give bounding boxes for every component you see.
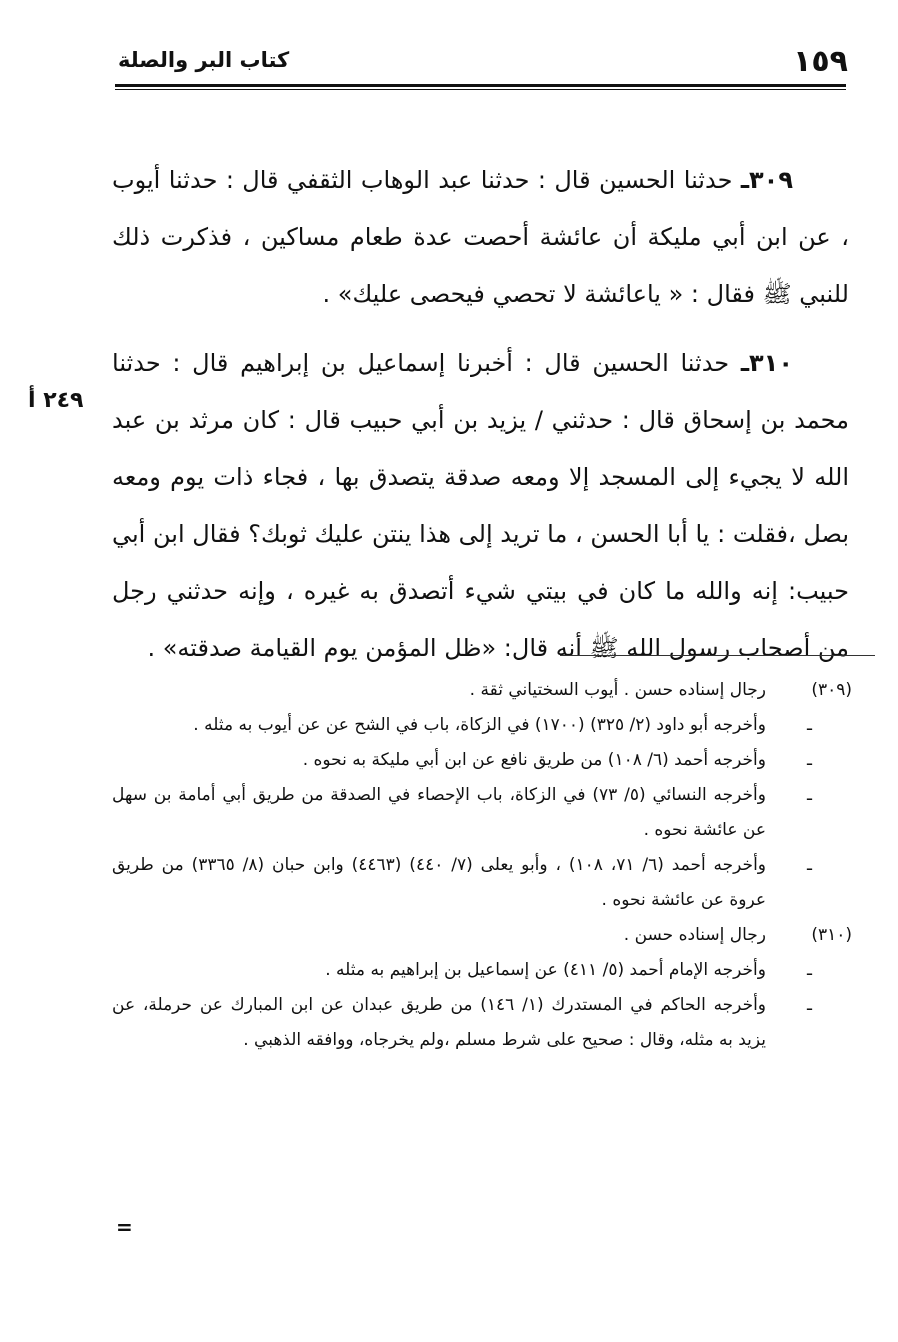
footnotes (112, 673, 852, 1058)
hadith-paragraph (112, 152, 849, 323)
header-rule (115, 84, 846, 90)
footnote-text: رجال إسناده حسن . (623, 925, 766, 945)
dash-marker: ـ (807, 855, 812, 875)
footnote-item-text: وأخرجه الإمام أحمد (٥/ ٤١١) عن إسماعيل بن إبراهيم به مثله . (325, 960, 766, 980)
footnote-item-text: وأخرجه النسائي (٥/ ٧٣) في الزكاة، باب الإحصاء في الصدقة من طريق أبي أمامة بن سهل عن عائشة نحوه . (112, 785, 766, 840)
footnote-separator (560, 655, 875, 656)
footnote-item-text: وأخرجه أحمد (٦/ ١٠٨) من طريق نافع عن ابن أبي مليكة به نحوه . (302, 750, 766, 770)
continuation-mark: = (116, 1215, 133, 1239)
footnote-item (112, 778, 852, 848)
dash-marker: ـ (807, 750, 812, 770)
footnote-item (112, 953, 852, 988)
hadith-paragraph (112, 335, 849, 677)
hadith-text: حدثنا الحسين قال : حدثنا عبد الوهاب الثقفي قال : حدثنا أيوب ، عن ابن أبي مليكة أن عائشة أحصت عدة طعام مساكين ، فذكرت ذلك للنبي ﷺ فقال : « ياعائشة لا تحصي فيحصى عليك» . (112, 166, 849, 308)
footnote-item (112, 708, 852, 743)
dash-marker: ـ (807, 785, 812, 805)
footnote-item (112, 988, 852, 1058)
dash-marker: ـ (807, 960, 812, 980)
footnote-item-text: وأخرجه الحاكم في المستدرك (١/ ١٤٦) من طريق عبدان عن ابن المبارك عن حرملة، عن يزيد به مثله، وقال : صحيح على شرط مسلم ،ولم يخرجاه، ووافقه الذهبي . (112, 995, 767, 1050)
dash-marker: ـ (807, 715, 812, 735)
page-number: ١٥٩ (793, 44, 848, 79)
footnote-item (112, 743, 852, 778)
running-title: كتاب البر والصلة (118, 48, 290, 72)
hadith-text: حدثنا الحسين قال : أخبرنا إسماعيل بن إبراهيم قال : حدثنا محمد بن إسحاق قال : حدثني / يزيد بن أبي حبيب قال : كان مرثد بن عبد الله لا يجيء إلى المسجد إلا ومعه صدقة يتصدق بها ، فجاء ذات يوم ومعه بصل ،فقلت : يا أبا الحسن ، ما تريد إلى هذا ينتن عليك ثوبك؟ فقال ابن أبي حبيب: إنه والله ما كان في بيتي شيء أتصدق به غيره ، وإنه حدثني رجل من أصحاب رسول الله ﷺ أنه قال: «ظل المؤمن يوم القيامة صدقته» . (112, 349, 849, 662)
footnote-item (112, 848, 852, 918)
footnote (112, 918, 852, 953)
main-text (112, 152, 849, 689)
hadith-number: ٣٠٩ـ (740, 166, 793, 194)
footnote-number: (٣٠٩) (811, 680, 852, 700)
hadith-number: ٣١٠ـ (740, 349, 793, 377)
footnote-item-text: وأخرجه أبو داود (٢/ ٣٢٥) (١٧٠٠) في الزكاة، باب في الشح عن عن أيوب به مثله . (193, 715, 766, 735)
margin-folio-note: ٢٤٩ أ (28, 388, 84, 413)
footnote-number: (٣١٠) (811, 925, 852, 945)
footnote-item-text: وأخرجه أحمد (٦/ ٧١، ١٠٨) ، وأبو يعلى (٧/ ٤٤٠) (٤٤٦٣) وابن حبان (٨/ ٣٣٦٥) من طريق عروة عن عائشة نحوه . (112, 855, 767, 910)
footnote-text: رجال إسناده حسن . أيوب السختياني ثقة . (469, 680, 766, 700)
footnote (112, 673, 852, 708)
dash-marker: ـ (807, 995, 812, 1015)
